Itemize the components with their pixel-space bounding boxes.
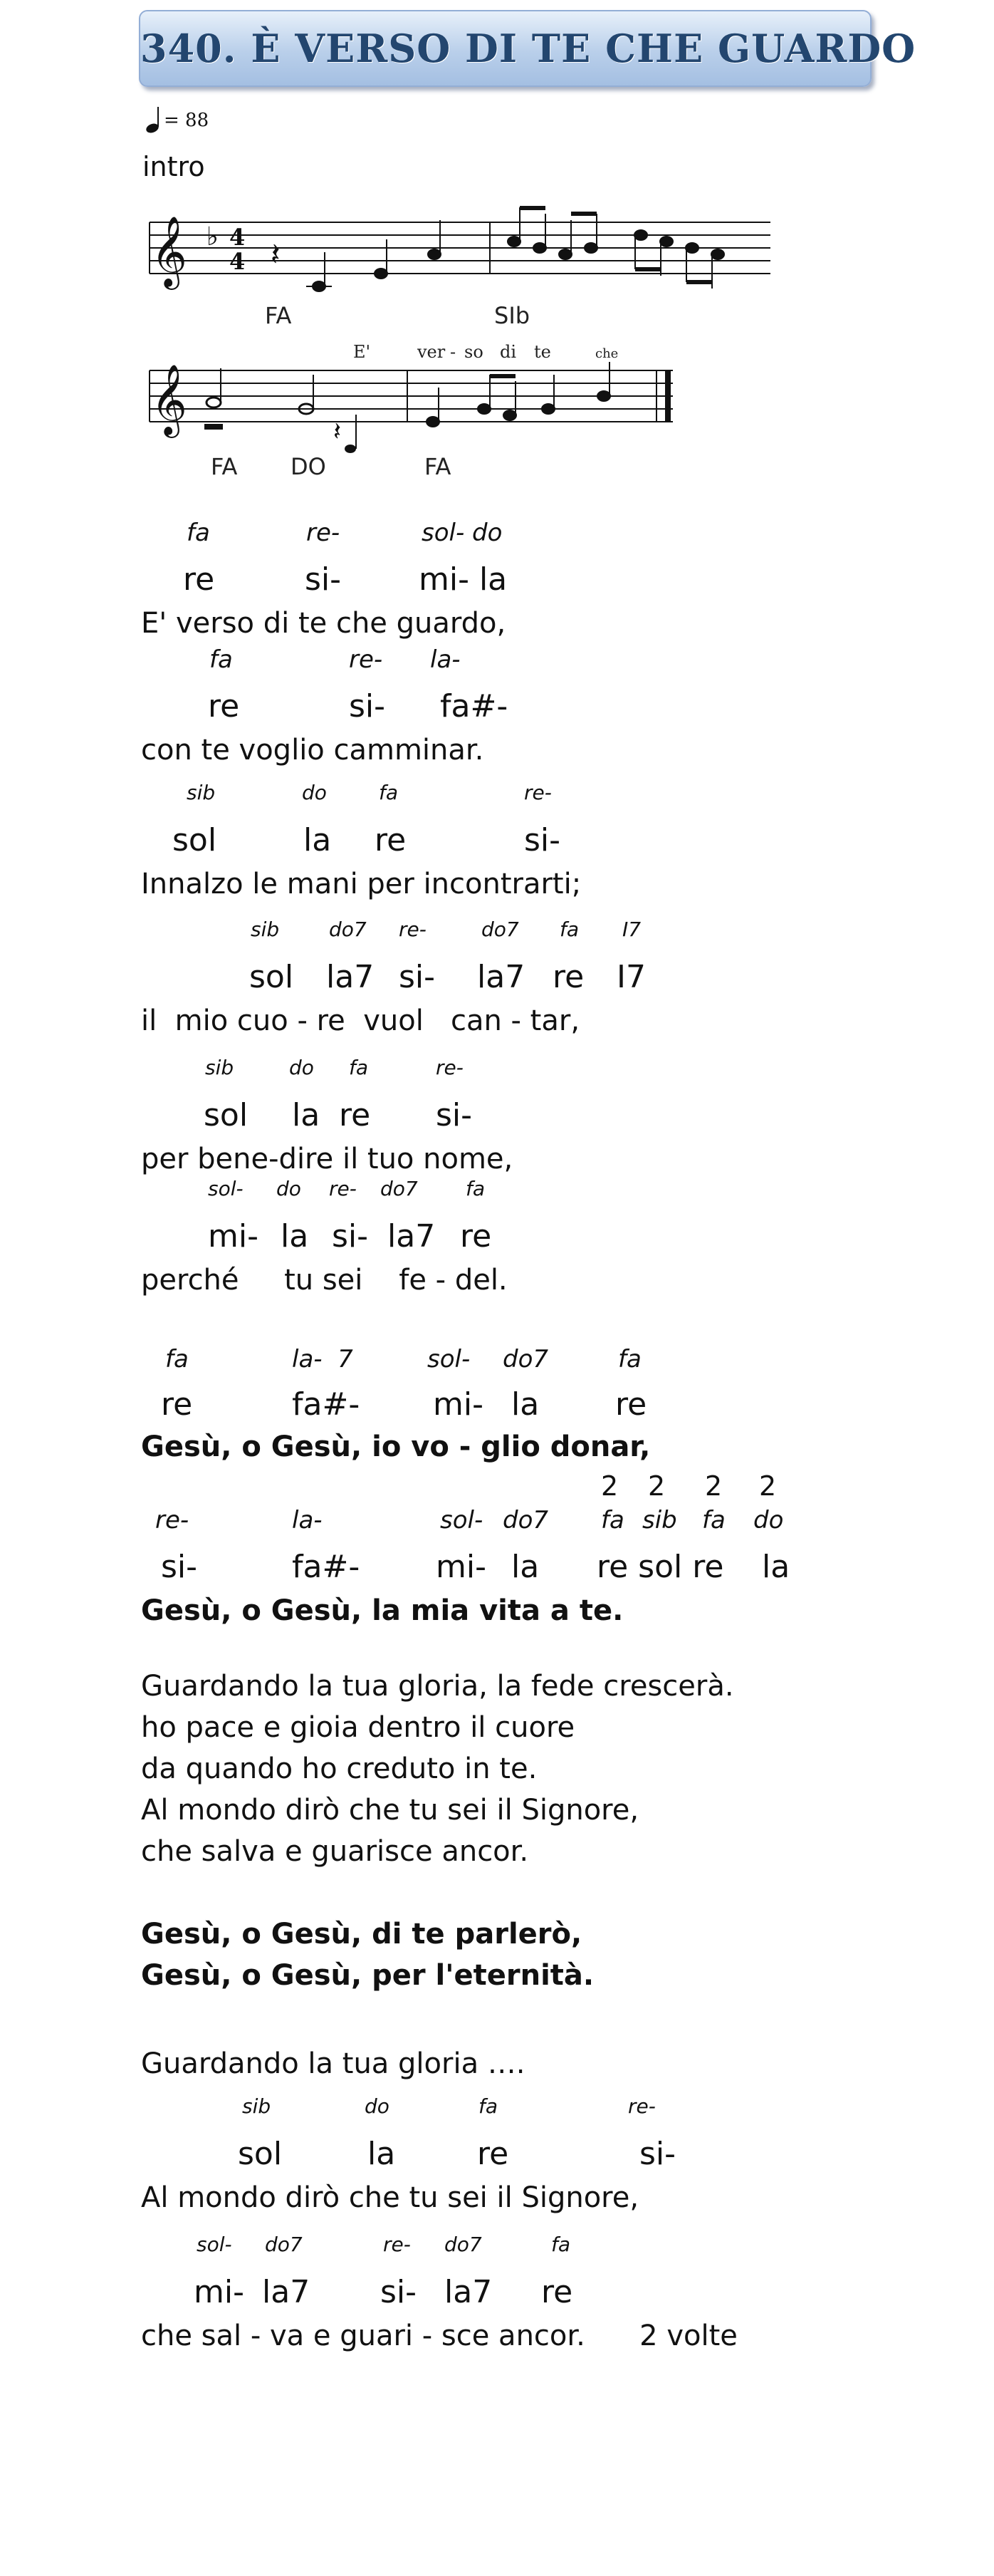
chord-label: sib <box>187 781 216 804</box>
notes-staff-2b <box>427 362 610 427</box>
chord-label: do <box>753 1506 784 1534</box>
tempo-marking <box>144 104 229 135</box>
chord-label: si- <box>399 959 436 995</box>
chord-label: I7 <box>617 959 646 995</box>
chord-label: re- <box>329 1177 357 1200</box>
song-title: 340. È VERSO DI TE CHE GUARDO <box>140 26 916 71</box>
chord-label: do7 <box>380 1177 418 1200</box>
chorus-line: Gesù, o Gesù, io vo - glio donar, <box>141 1430 651 1463</box>
chord-label: do <box>302 781 327 804</box>
chord-label: fa <box>601 1506 624 1534</box>
chord-label: re- <box>349 645 383 674</box>
chord-label: sol <box>238 2136 283 2172</box>
chord-label: sib <box>205 1056 234 1079</box>
chord-label: si- <box>349 688 386 724</box>
chord-label: mi- <box>436 1549 486 1585</box>
lyric-line: con te voglio camminar. <box>141 734 484 767</box>
repeat-count: 2 <box>759 1470 777 1502</box>
lyric-line: Al mondo dirò che tu sei il Signore, <box>141 2181 639 2214</box>
chord-label: la <box>762 1549 790 1585</box>
chord-label: sib <box>642 1506 677 1534</box>
title-banner <box>139 10 916 87</box>
chord-label: la <box>303 822 332 858</box>
score-lyric-1: E' <box>353 342 371 362</box>
chord-label: la7 <box>444 2274 493 2310</box>
notes-staff-2 <box>205 368 356 452</box>
time-signature <box>229 224 245 275</box>
chord-label: re <box>477 2136 509 2172</box>
chord-label: si- <box>332 1218 369 1255</box>
lyric-line: il mio cuo - re vuol can - tar, <box>141 1004 580 1037</box>
lyric-line: perché tu sei fe - del. <box>141 1264 508 1297</box>
chord-label: re <box>375 822 407 858</box>
chord-label: la7 <box>477 959 525 995</box>
chord-label: la- <box>430 645 461 674</box>
chord-label: sol- <box>197 2233 232 2256</box>
chord-label: re- <box>383 2233 411 2256</box>
lyric-line: Innalzo le mani per incontrarti; <box>141 868 582 900</box>
chord-label: re- <box>306 519 340 547</box>
chord-label: sol- <box>208 1177 244 1200</box>
chord-label: re- <box>399 918 427 941</box>
svg-text:𝄞: 𝄞 <box>151 216 187 287</box>
lyric-line: per bene-dire il tuo nome, <box>141 1143 513 1175</box>
chord-label: sol- <box>440 1506 483 1534</box>
chord-label: si- <box>161 1549 198 1585</box>
score-chord-fa-2: FA <box>211 453 238 480</box>
chorus-line: Gesù, o Gesù, per l'eternità. <box>141 1959 595 1992</box>
chord-label: re <box>615 1386 647 1423</box>
chord-label: do7 <box>265 2233 303 2256</box>
lyric-line: ho pace e gioia dentro il cuore <box>141 1711 575 1744</box>
score-chord-fa: FA <box>265 302 292 329</box>
score-chord-fa-3: FA <box>424 453 451 480</box>
chord-label: fa <box>187 519 210 547</box>
chord-label: re sol re <box>597 1549 724 1585</box>
time-signature-bottom: 4 <box>229 248 246 275</box>
staff-2 <box>150 370 673 422</box>
chord-label: re- <box>155 1506 189 1534</box>
chord-label: do7 <box>503 1345 549 1373</box>
chord-label: fa#- <box>292 1549 360 1585</box>
svg-text:𝄞: 𝄞 <box>151 364 187 435</box>
intro-label: intro <box>142 151 205 182</box>
chord-label: fa <box>165 1345 189 1373</box>
chord-label: do7 <box>481 918 519 941</box>
score-chord-do: DO <box>291 453 326 480</box>
chord-label: la7 <box>262 2274 310 2310</box>
chord-label: fa <box>349 1056 369 1079</box>
chord-label: do7 <box>444 2233 482 2256</box>
score-lyric-5: di <box>500 342 517 362</box>
lyric-line: Guardando la tua gloria …. <box>141 2047 525 2080</box>
score-lyric-6: te <box>534 342 551 362</box>
chord-label: la7 <box>387 1218 436 1255</box>
chord-label: la- <box>292 1506 323 1534</box>
chord-label: re <box>183 561 215 598</box>
chord-label: re- <box>436 1056 464 1079</box>
chord-label: re <box>541 2274 573 2310</box>
chord-label: do7 <box>503 1506 549 1534</box>
chord-label: re <box>553 959 585 995</box>
lyric-line: Al mondo dirò che tu sei il Signore, <box>141 1794 639 1827</box>
lyric-line: che sal - va e guari - sce ancor. 2 volte <box>141 2320 738 2352</box>
treble-clef-icon <box>151 216 187 290</box>
chorus-line: Gesù, o Gesù, la mia vita a te. <box>141 1594 624 1627</box>
chord-label: re <box>339 1097 371 1133</box>
chord-label: fa <box>618 1345 642 1373</box>
chord-label: si- <box>380 2274 417 2310</box>
chord-label: re- <box>524 781 552 804</box>
chord-label: mi- <box>433 1386 483 1423</box>
sheet-music <box>0 192 994 549</box>
tempo-value: = 88 <box>164 110 209 131</box>
chord-label: si- <box>639 2136 676 2172</box>
flat-key-signature-icon: ♭ <box>206 222 219 251</box>
quarter-note-icon <box>144 104 164 135</box>
chord-label: sib <box>251 918 280 941</box>
repeat-count: 2 <box>601 1470 619 1502</box>
chord-label: la <box>367 2136 396 2172</box>
chord-label: la7 <box>326 959 375 995</box>
score-chord-sib: SIb <box>494 302 530 329</box>
chord-label: la <box>281 1218 309 1255</box>
chord-label: re- <box>628 2094 656 2118</box>
chord-label: re <box>208 688 240 724</box>
quarter-rest-icon: 𝄽 <box>271 237 281 273</box>
chord-label: sol <box>249 959 294 995</box>
chord-label: fa <box>551 2233 571 2256</box>
chord-label: mi- <box>194 2274 244 2310</box>
chord-label: fa <box>560 918 580 941</box>
treble-clef-icon-2 <box>151 364 187 438</box>
chord-label: sol- do <box>422 519 503 547</box>
chord-label: si- <box>436 1097 473 1133</box>
lyric-line: che salva e guarisce ancor. <box>141 1835 529 1868</box>
chord-label: fa#- <box>292 1386 360 1423</box>
lyric-line: da quando ho creduto in te. <box>141 1752 538 1785</box>
chord-label: fa#- <box>440 688 508 724</box>
score-lyric-3: - <box>450 342 456 362</box>
chord-label: mi- <box>208 1218 258 1255</box>
chord-label: re <box>460 1218 492 1255</box>
time-signature-top: 4 <box>229 224 246 251</box>
lyric-line: E' verso di te che guardo, <box>141 607 506 640</box>
repeat-count: 2 <box>648 1470 666 1502</box>
score-lyric-4: so <box>464 342 483 362</box>
chord-label: si- <box>305 561 342 598</box>
chord-label: fa <box>379 781 399 804</box>
repeat-count: 2 <box>705 1470 723 1502</box>
chorus-line: Gesù, o Gesù, di te parlerò, <box>141 1918 582 1951</box>
score-lyric-7: che <box>595 346 619 361</box>
chord-label: do <box>276 1177 301 1200</box>
chord-label: sol <box>204 1097 248 1133</box>
lyric-line: Guardando la tua gloria, la fede crescerà. <box>141 1670 734 1703</box>
chord-label: fa <box>702 1506 726 1534</box>
chord-label: la <box>511 1549 540 1585</box>
chord-label: si- <box>524 822 561 858</box>
chord-label: mi- la <box>419 561 508 598</box>
chord-label: fa <box>209 645 233 674</box>
chord-label: do <box>365 2094 389 2118</box>
chord-label: fa <box>478 2094 498 2118</box>
chord-label: sib <box>242 2094 271 2118</box>
chord-label: la <box>292 1097 320 1133</box>
chord-label: sol <box>172 822 217 858</box>
chord-label: sol- <box>427 1345 471 1373</box>
chord-label: I7 <box>622 918 642 941</box>
notes-staff-1 <box>306 207 724 291</box>
chord-label: do <box>289 1056 314 1079</box>
score-lyric-2: ver <box>417 342 446 362</box>
svg-text:𝄽: 𝄽 <box>333 417 342 447</box>
chord-label: do7 <box>329 918 367 941</box>
chord-label: la- 7 <box>292 1345 353 1373</box>
chord-label: la <box>511 1386 540 1423</box>
chord-label: fa <box>466 1177 486 1200</box>
chord-label: re <box>161 1386 193 1423</box>
